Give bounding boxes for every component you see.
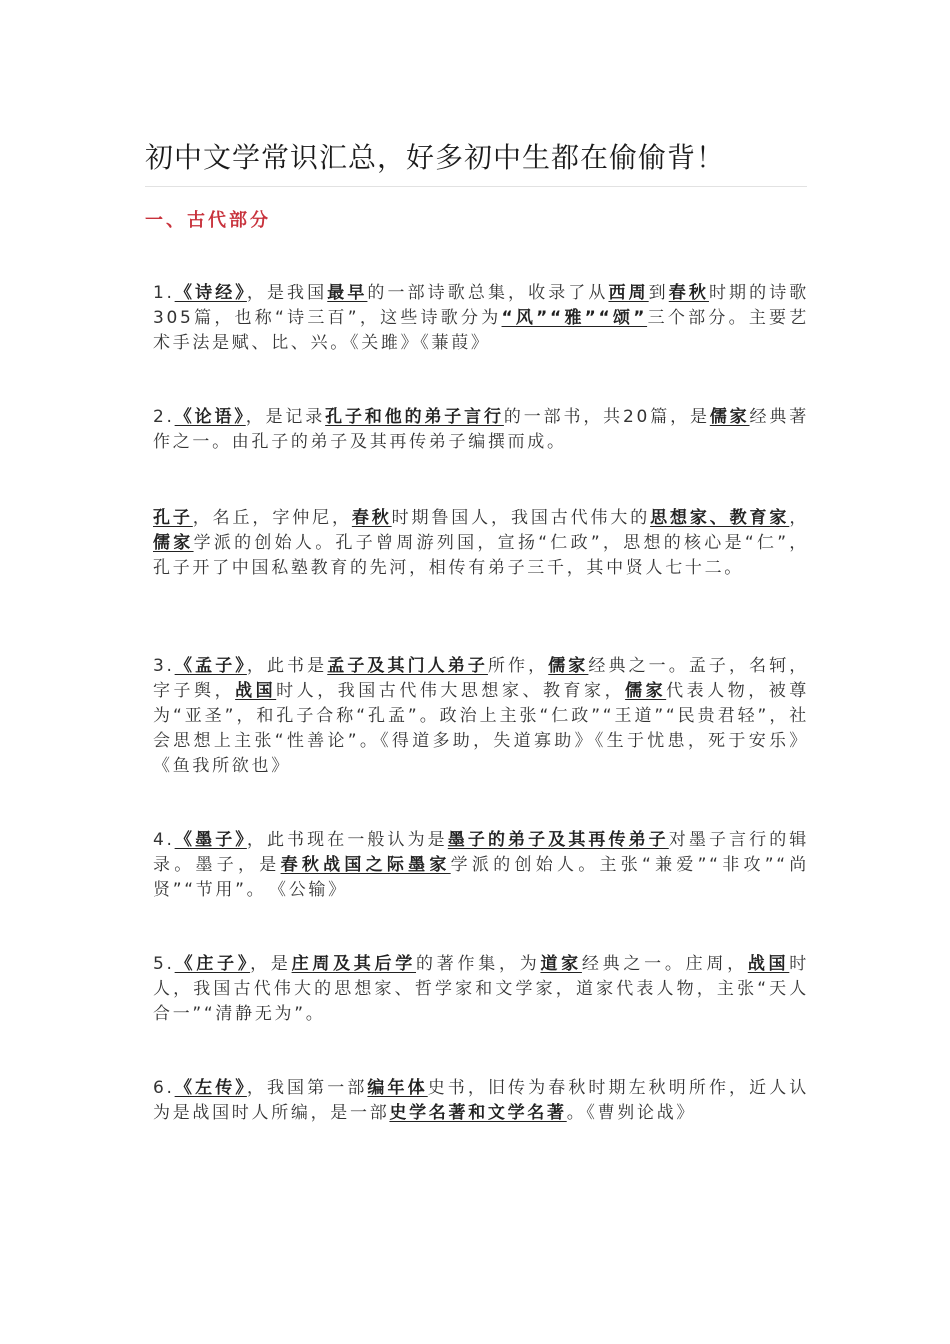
keyword: 孟子及其门人弟子	[327, 656, 488, 676]
keyword: 道家	[540, 954, 582, 974]
keyword: 编年体	[367, 1078, 428, 1098]
text-segment: 4.	[153, 830, 175, 850]
text-segment: 时人，我国古代伟大的思想家、哲学家和文学家，道家代表人物，主张“天人合一”“清静无为”。	[153, 954, 809, 1024]
keyword: 《庄子》	[174, 954, 251, 974]
page-title: 初中文学常识汇总，好多初中生都在偷偷背！	[145, 141, 726, 174]
text-segment: 代表人物，被尊为“亚圣”，和孔子合称“孔孟”。政治上主张“仁政”“王道”“民贵君轻”，社会思想上主张“性善论”。《得道多助，失道寡助》《生于忧患，死于安乐》《鱼我所欲也》	[153, 681, 810, 776]
text-segment: 经典之一。庄周，	[581, 954, 748, 974]
section-heading: 一、古代部分	[145, 210, 271, 231]
text-segment: 所作，	[487, 656, 549, 676]
paragraph	[153, 952, 809, 1027]
text-segment: 的一部诗歌总集，收录了从	[367, 283, 609, 303]
text-segment: 5.	[153, 954, 175, 974]
keyword: 儒家	[709, 407, 750, 427]
paragraph	[153, 281, 809, 356]
keyword: 春秋	[668, 283, 709, 303]
text-segment: 对墨子言行的辑录。墨子，是	[153, 830, 810, 875]
text-segment: ，此书现在一般认为是	[246, 830, 448, 850]
text-segment: 的著作集，为	[416, 954, 541, 974]
keyword: 《孟子》	[174, 656, 247, 676]
text-segment: 时期的诗歌305篇，也称“诗三百”，这些诗歌分为	[153, 283, 810, 328]
text-segment: ，此书是	[246, 656, 328, 676]
keyword: 《诗经》	[174, 283, 247, 303]
keyword: 史学名著和文学名著	[389, 1103, 567, 1123]
text-segment: 时人，我国古代伟大思想家、教育家，	[276, 681, 626, 701]
keyword: 战国	[747, 954, 790, 974]
text-segment: ，是	[250, 954, 292, 974]
text-segment: 到	[648, 283, 669, 303]
text-segment: ，我国第一部	[246, 1078, 368, 1098]
paragraph	[153, 405, 809, 455]
text-segment: 时期鲁国人，我国古代伟大的	[391, 508, 651, 528]
paragraph	[153, 828, 809, 903]
text-segment: 。《曹刿论战》	[566, 1103, 697, 1123]
text-segment: 3.	[153, 656, 175, 676]
text-segment: 学派的创始人。孔子曾周游列国，宣扬“仁政”，思想的核心是“仁”，孔子开了中国私塾教育的先河，相传有弟子三千，其中贤人七十二。	[153, 533, 809, 578]
keyword: 春秋	[351, 508, 392, 528]
text-segment: 学派的创始人。主张“兼爱”“非攻”“尚贤”“节用”。 《公输》	[153, 855, 809, 900]
keyword: 《左传》	[174, 1078, 247, 1098]
text-segment: ，名丘，字仲尼，	[192, 508, 352, 528]
paragraph	[153, 654, 809, 779]
keyword: 战国	[235, 681, 277, 701]
text-segment: ，	[789, 508, 810, 528]
keyword: 最早	[327, 283, 368, 303]
text-segment: 三个部分。主要艺术手法是赋、比、兴。《关雎》《蒹葭》	[153, 308, 809, 353]
keyword: 儒家	[153, 533, 194, 553]
keyword: 儒家	[548, 656, 589, 676]
text-segment: 经典之一。孟子，名轲，字子舆，	[153, 656, 809, 701]
paragraph	[153, 506, 809, 581]
text-segment: ，是记录	[245, 407, 326, 427]
text-segment: 2.	[153, 407, 175, 427]
keyword: 庄周及其后学	[291, 954, 417, 974]
title-divider	[145, 186, 807, 187]
keyword: 儒家	[625, 681, 667, 701]
keyword: 思想家、教育家	[650, 508, 790, 528]
keyword: 《墨子》	[174, 830, 247, 850]
keyword: 孔子和他的弟子言行	[325, 407, 504, 427]
keyword: 春秋战国之际墨家	[280, 855, 451, 875]
text-segment: 6.	[153, 1078, 175, 1098]
keyword: “风”“雅”“颂”	[501, 308, 648, 328]
keyword: 墨子的弟子及其再传弟子	[447, 830, 669, 850]
text-segment: 史书，旧传为春秋时期左秋明所作，近人认为是战国时人所编，是一部	[153, 1078, 809, 1123]
text-segment: 1.	[153, 283, 175, 303]
keyword: 西周	[608, 283, 649, 303]
text-segment: ，是我国	[246, 283, 328, 303]
text-segment: 的一部书，共20篇，是	[503, 407, 710, 427]
keyword: 孔子	[153, 508, 193, 528]
paragraph	[153, 1076, 809, 1126]
text-segment: 经典著作之一。由孔子的弟子及其再传弟子编撰而成。	[153, 407, 809, 452]
keyword: 《论语》	[174, 407, 246, 427]
